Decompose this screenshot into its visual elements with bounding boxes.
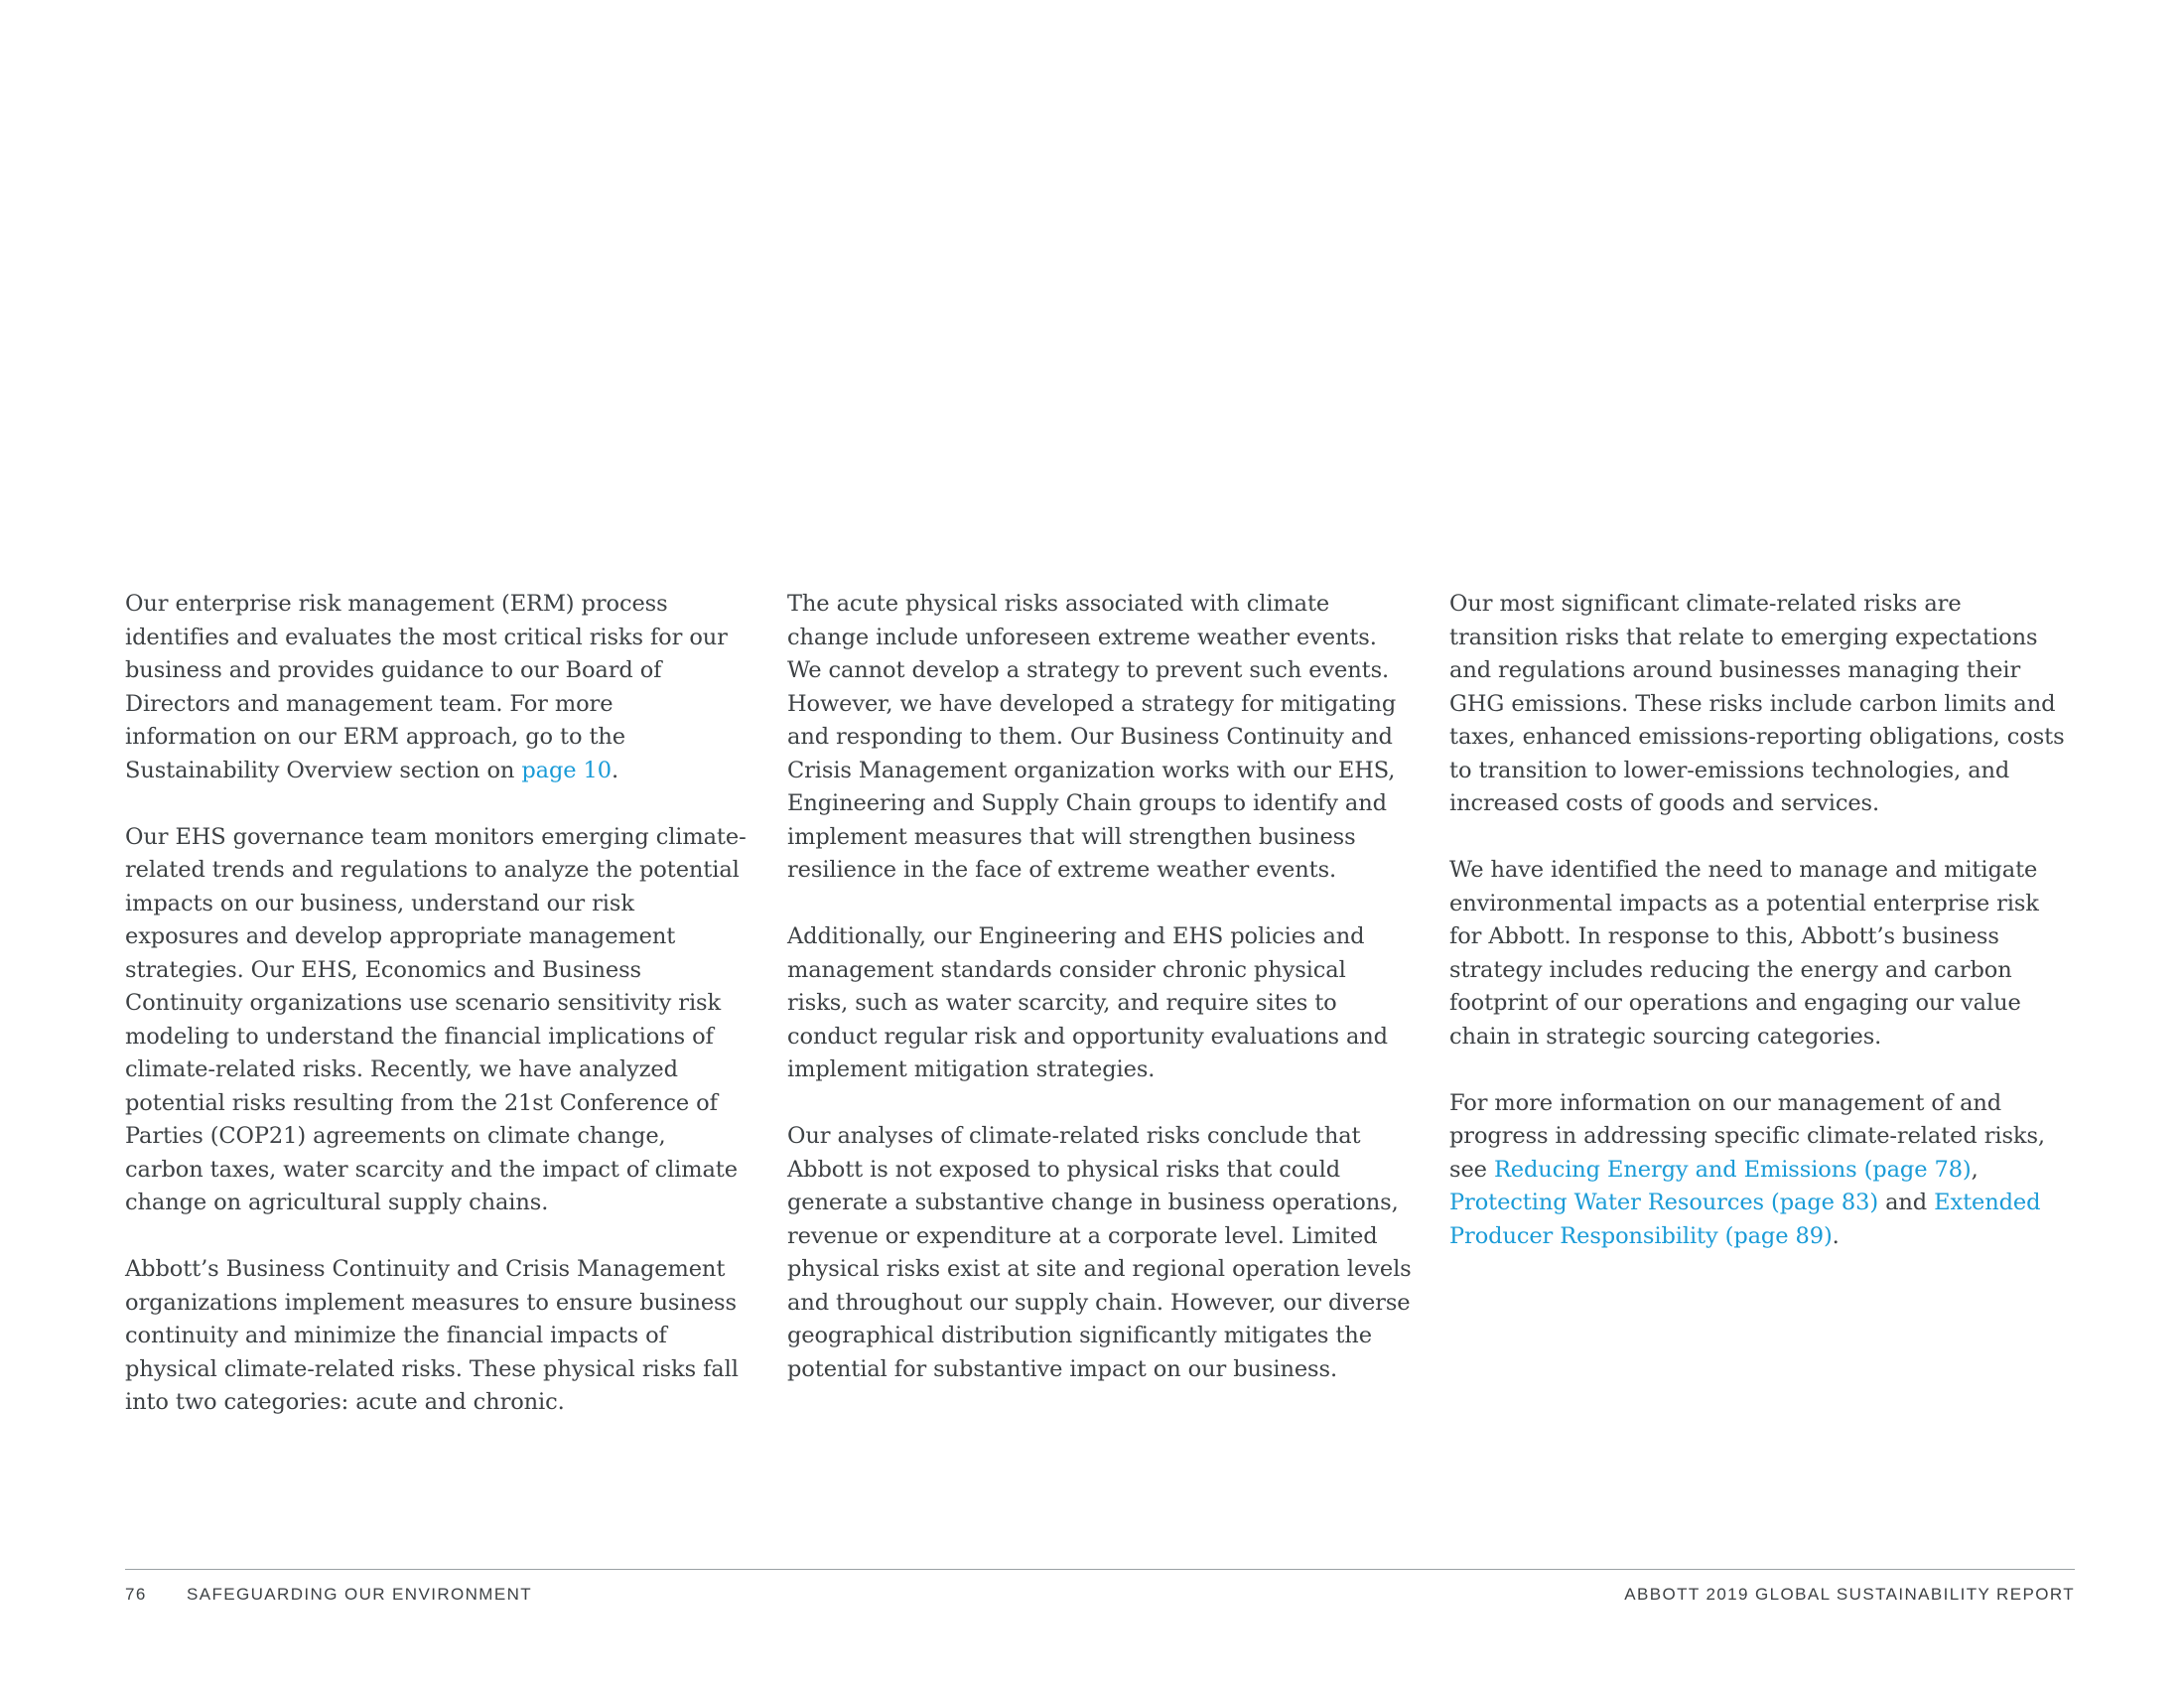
footer-divider	[125, 1569, 2075, 1570]
page-number: 76	[125, 1585, 147, 1604]
column-3	[1449, 588, 2075, 1420]
column-1	[125, 588, 751, 1420]
paragraph	[787, 1120, 1413, 1386]
paragraph	[1449, 588, 2075, 821]
text-run: For more information on our management of and progress in addressing specific climate-related risks, see	[1449, 1089, 2045, 1183]
text-run: Additionally, our Engineering and EHS policies and management standards consider chronic physical risks, such as water scarcity, and require sites to conduct regular risk and opportunity evaluations and implement mitigation strategies.	[787, 923, 1388, 1082]
text-run: .	[1832, 1222, 1840, 1249]
link-protecting-water-resources[interactable]: Protecting Water Resources (page 83)	[1449, 1190, 1879, 1215]
link-extended-producer-responsibility[interactable]: Extended Producer Responsibility (page 89)	[1449, 1190, 2041, 1249]
text-run: Abbott’s Business Continuity and Crisis Management organizations implement measures to ensure business continuity and minimize the financial impacts of physical climate-related risks. These physical risks fall into two categories: acute and chronic.	[125, 1256, 739, 1415]
paragraph	[787, 588, 1413, 888]
section-title: SAFEGUARDING OUR ENVIRONMENT	[187, 1585, 533, 1604]
body-columns	[125, 588, 2075, 1420]
column-2	[787, 588, 1413, 1420]
link-page-10[interactable]: page 10	[521, 757, 612, 783]
paragraph	[125, 588, 751, 787]
text-run: Our EHS governance team monitors emerging climate-related trends and regulations to analyze the potential impacts on our business, understand our risk exposures and develop appropriate management strategies. Our EHS, Economics and Business Continuity organizations use scenario sensitivity risk modeling to understand the financial implications of climate-related risks. Recently, we have analyzed potential risks resulting from the 21st Conference of Parties (COP21) agreements on climate change, carbon taxes, water scarcity and the impact of climate change on agricultural supply chains.	[125, 823, 747, 1215]
text-run: We have identified the need to manage and mitigate environmental impacts as a potential enterprise risk for Abbott. In response to this, Abbott’s business strategy includes reducing the energy and carbon footprint of our operations and engaging our value chain in strategic sourcing categories.	[1449, 857, 2039, 1050]
text-run: Our enterprise risk management (ERM) process identifies and evaluates the most critical risks for our business and provides guidance to our Board of Directors and management team. For more information on our ERM approach, go to the Sustainability Overview section on	[125, 591, 728, 783]
page-footer	[125, 1585, 2075, 1609]
text-run: Our analyses of climate-related risks conclude that Abbott is not exposed to physical risks that could generate a substantive change in business operations, revenue or expenditure at a corporate level. Limited physical risks exist at site and regional operation levels and throughout our supply chain. However, our diverse geographical distribution significantly mitigates the potential for substantive impact on our business.	[787, 1123, 1412, 1382]
paragraph	[125, 1253, 751, 1420]
paragraph	[1449, 854, 2075, 1054]
text-run: ,	[1971, 1156, 1979, 1183]
link-reducing-energy-and-emissions[interactable]: Reducing Energy and Emissions (page 78)	[1493, 1156, 1972, 1183]
text-run: The acute physical risks associated with climate change include unforeseen extreme weather events. We cannot develop a strategy to prevent such events. However, we have developed a strategy for mitigating and responding to them. Our Business Continuity and Crisis Management organization works with our EHS, Engineering and Supply Chain groups to identify and implement measures that will strengthen business resilience in the face of extreme weather events.	[787, 591, 1397, 883]
report-title: ABBOTT 2019 GLOBAL SUSTAINABILITY REPORT	[1624, 1585, 2075, 1604]
paragraph	[1449, 1087, 2075, 1254]
paragraph	[125, 821, 751, 1220]
text-run: .	[611, 757, 619, 783]
text-run: Our most significant climate-related risks are transition risks that relate to emerging expectations and regulations around businesses managing their GHG emissions. These risks include carbon limits and taxes, enhanced emissions-reporting obligations, costs to transition to lower-emissions technologies, and increased costs of goods and services.	[1449, 591, 2065, 816]
paragraph	[787, 920, 1413, 1087]
text-run: and	[1878, 1190, 1935, 1215]
